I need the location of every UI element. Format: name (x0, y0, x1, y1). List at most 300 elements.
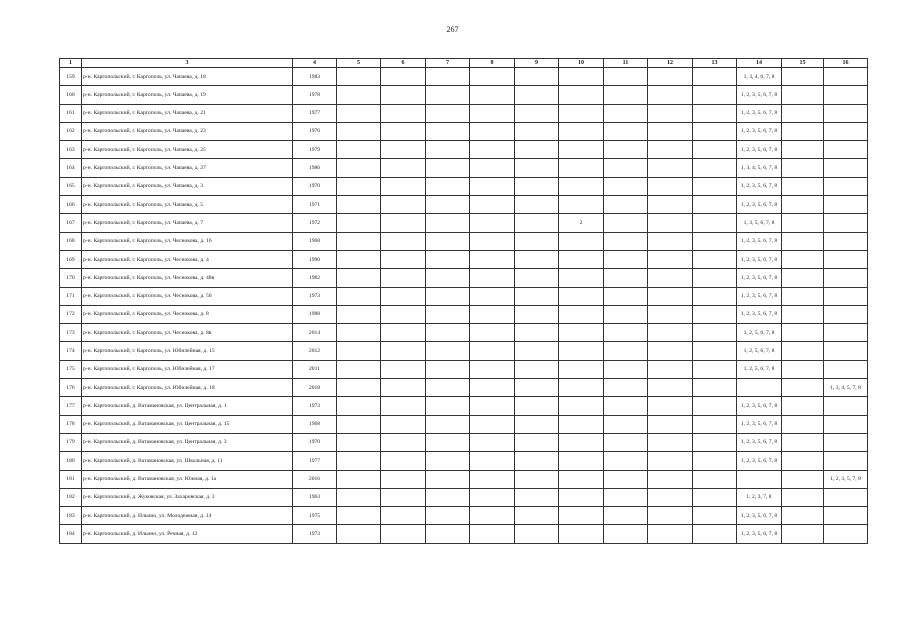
year-cell: 1986 (293, 159, 337, 177)
empty-cell (337, 250, 381, 268)
empty-cell (337, 196, 381, 214)
empty-cell (337, 397, 381, 415)
col16-cell (824, 269, 868, 287)
year-cell: 1979 (293, 141, 337, 159)
header-row (60, 59, 868, 68)
table-row (60, 305, 868, 323)
empty-cell (470, 470, 515, 488)
empty-cell (470, 397, 515, 415)
row-number-cell: 183 (60, 507, 82, 525)
empty-cell (470, 452, 515, 470)
empty-cell (604, 177, 648, 195)
empty-cell (782, 196, 824, 214)
empty-cell (470, 488, 515, 506)
address-cell: р-н. Каргопольский, г. Каргополь, ул. Чапаева, д. 25 (82, 141, 293, 159)
empty-cell (693, 525, 737, 543)
empty-cell (782, 324, 824, 342)
row-number-cell: 174 (60, 342, 82, 360)
row-number-cell: 172 (60, 305, 82, 323)
col14-cell: 1, 2, 3, 5, 6, 7, 8 (737, 141, 782, 159)
empty-cell (381, 122, 426, 140)
empty-cell (693, 379, 737, 397)
year-cell: 1970 (293, 433, 337, 451)
empty-cell (693, 86, 737, 104)
empty-cell (648, 177, 693, 195)
empty-cell (782, 214, 824, 232)
col10-cell (559, 342, 604, 360)
col16-cell (824, 452, 868, 470)
empty-cell (648, 214, 693, 232)
empty-cell (604, 269, 648, 287)
col10-cell (559, 269, 604, 287)
empty-cell (693, 287, 737, 305)
empty-cell (381, 379, 426, 397)
empty-cell (337, 379, 381, 397)
col10-cell (559, 250, 604, 268)
empty-cell (337, 214, 381, 232)
empty-cell (693, 269, 737, 287)
empty-cell (648, 507, 693, 525)
address-cell: р-н. Каргопольский, г. Каргополь, ул. Чеснокова, д. 8в (82, 324, 293, 342)
table-row (60, 507, 868, 525)
empty-cell (337, 488, 381, 506)
empty-cell (693, 104, 737, 122)
empty-cell (470, 379, 515, 397)
empty-cell (648, 250, 693, 268)
empty-cell (782, 86, 824, 104)
empty-cell (693, 452, 737, 470)
empty-cell (381, 360, 426, 378)
row-number-cell: 182 (60, 488, 82, 506)
empty-cell (782, 232, 824, 250)
year-cell: 2018 (293, 379, 337, 397)
empty-cell (337, 287, 381, 305)
empty-cell (381, 159, 426, 177)
empty-cell (470, 141, 515, 159)
empty-cell (470, 269, 515, 287)
row-number-cell: 169 (60, 250, 82, 268)
row-number-cell: 176 (60, 379, 82, 397)
col14-cell: 1, 2, 3, 5, 6, 7, 8 (737, 452, 782, 470)
col16-cell (824, 104, 868, 122)
column-header: 8 (470, 59, 515, 68)
empty-cell (470, 525, 515, 543)
empty-cell (604, 104, 648, 122)
col10-cell: 2 (559, 214, 604, 232)
empty-cell (426, 177, 470, 195)
column-header: 12 (648, 59, 693, 68)
table-row (60, 104, 868, 122)
empty-cell (515, 86, 559, 104)
address-cell: р-н. Каргопольский, д. Ватамановская, ул. Центральная, д. 3 (82, 433, 293, 451)
empty-cell (604, 159, 648, 177)
empty-cell (337, 433, 381, 451)
col16-cell (824, 250, 868, 268)
empty-cell (426, 269, 470, 287)
year-cell: 1972 (293, 214, 337, 232)
col10-cell (559, 287, 604, 305)
col10-cell (559, 397, 604, 415)
table-row (60, 452, 868, 470)
empty-cell (782, 379, 824, 397)
empty-cell (381, 525, 426, 543)
table-row (60, 269, 868, 287)
empty-cell (381, 488, 426, 506)
empty-cell (693, 433, 737, 451)
address-cell: р-н. Каргопольский, д. Ватамановская, ул. Южная, д. 1а (82, 470, 293, 488)
empty-cell (470, 342, 515, 360)
empty-cell (604, 250, 648, 268)
empty-cell (381, 104, 426, 122)
empty-cell (648, 433, 693, 451)
empty-cell (515, 397, 559, 415)
empty-cell (782, 433, 824, 451)
table-row (60, 360, 868, 378)
empty-cell (693, 360, 737, 378)
empty-cell (604, 287, 648, 305)
empty-cell (515, 250, 559, 268)
empty-cell (648, 342, 693, 360)
empty-cell (470, 214, 515, 232)
col14-cell: 1, 3, 4, 6, 7, 8 (737, 68, 782, 86)
empty-cell (426, 159, 470, 177)
empty-cell (782, 507, 824, 525)
column-header: 1 (60, 59, 82, 68)
empty-cell (693, 122, 737, 140)
empty-cell (515, 287, 559, 305)
empty-cell (515, 470, 559, 488)
row-number-cell: 184 (60, 525, 82, 543)
empty-cell (381, 86, 426, 104)
empty-cell (604, 379, 648, 397)
empty-cell (337, 452, 381, 470)
row-number-cell: 160 (60, 86, 82, 104)
empty-cell (337, 415, 381, 433)
col16-cell (824, 159, 868, 177)
col14-cell: 1, 2, 3, 5, 6, 7, 8 (737, 86, 782, 104)
row-number-cell: 166 (60, 196, 82, 214)
table-row (60, 525, 868, 543)
empty-cell (693, 232, 737, 250)
col10-cell (559, 452, 604, 470)
empty-cell (381, 196, 426, 214)
row-number-cell: 164 (60, 159, 82, 177)
empty-cell (693, 196, 737, 214)
empty-cell (381, 342, 426, 360)
col16-cell (824, 525, 868, 543)
empty-cell (515, 104, 559, 122)
year-cell: 1973 (293, 287, 337, 305)
empty-cell (426, 488, 470, 506)
empty-cell (693, 507, 737, 525)
address-cell: р-н. Каргопольский, д. Ватамановская, ул. Школьная, д. 11 (82, 452, 293, 470)
table-row (60, 86, 868, 104)
year-cell: 2012 (293, 342, 337, 360)
empty-cell (381, 214, 426, 232)
empty-cell (604, 214, 648, 232)
empty-cell (470, 507, 515, 525)
empty-cell (604, 452, 648, 470)
row-number-cell: 178 (60, 415, 82, 433)
column-header: 16 (824, 59, 868, 68)
empty-cell (693, 305, 737, 323)
row-number-cell: 162 (60, 122, 82, 140)
empty-cell (693, 214, 737, 232)
year-cell: 1988 (293, 305, 337, 323)
empty-cell (648, 397, 693, 415)
empty-cell (648, 324, 693, 342)
col10-cell (559, 104, 604, 122)
column-header: 4 (293, 59, 337, 68)
col10-cell (559, 525, 604, 543)
year-cell: 1975 (293, 507, 337, 525)
empty-cell (515, 507, 559, 525)
empty-cell (782, 305, 824, 323)
table-row (60, 214, 868, 232)
address-cell: р-н. Каргопольский, г. Каргополь, ул. Юбилейная, д. 18 (82, 379, 293, 397)
year-cell: 1977 (293, 104, 337, 122)
empty-cell (693, 342, 737, 360)
address-cell: р-н. Каргопольский, г. Каргополь, ул. Чеснокова, д. 8 (82, 305, 293, 323)
table-row (60, 250, 868, 268)
empty-cell (693, 177, 737, 195)
col10-cell (559, 415, 604, 433)
col16-cell (824, 488, 868, 506)
col16-cell (824, 86, 868, 104)
empty-cell (604, 196, 648, 214)
empty-cell (426, 86, 470, 104)
empty-cell (604, 397, 648, 415)
empty-cell (782, 159, 824, 177)
empty-cell (515, 177, 559, 195)
empty-cell (604, 360, 648, 378)
empty-cell (604, 141, 648, 159)
empty-cell (426, 68, 470, 86)
col10-cell (559, 379, 604, 397)
col14-cell: 1, 2, 3, 5, 6, 7, 8 (737, 433, 782, 451)
empty-cell (782, 287, 824, 305)
column-header: 13 (693, 59, 737, 68)
empty-cell (604, 507, 648, 525)
address-cell: р-н. Каргопольский, г. Каргополь, ул. Чапаева, д. 21 (82, 104, 293, 122)
empty-cell (693, 250, 737, 268)
empty-cell (426, 452, 470, 470)
col14-cell: 1, 2, 5, 6, 7, 8 (737, 342, 782, 360)
empty-cell (648, 196, 693, 214)
empty-cell (693, 397, 737, 415)
empty-cell (337, 360, 381, 378)
empty-cell (693, 324, 737, 342)
col14-cell: 1, 2, 3, 5, 6, 7, 8 (737, 177, 782, 195)
empty-cell (381, 433, 426, 451)
col16-cell (824, 232, 868, 250)
empty-cell (515, 415, 559, 433)
row-number-cell: 181 (60, 470, 82, 488)
col16-cell (824, 415, 868, 433)
year-cell: 2014 (293, 324, 337, 342)
empty-cell (782, 415, 824, 433)
empty-cell (470, 196, 515, 214)
empty-cell (337, 342, 381, 360)
empty-cell (515, 324, 559, 342)
empty-cell (782, 104, 824, 122)
col14-cell: 1, 2, 3, 5, 6, 7, 8 (737, 397, 782, 415)
col16-cell (824, 141, 868, 159)
empty-cell (515, 159, 559, 177)
empty-cell (648, 415, 693, 433)
empty-cell (470, 86, 515, 104)
col14-cell: 1, 2, 3, 5, 6, 7, 8 (737, 269, 782, 287)
col10-cell (559, 141, 604, 159)
empty-cell (470, 232, 515, 250)
empty-cell (337, 104, 381, 122)
col14-cell (737, 379, 782, 397)
empty-cell (782, 177, 824, 195)
col10-cell (559, 488, 604, 506)
row-number-cell: 167 (60, 214, 82, 232)
empty-cell (515, 122, 559, 140)
table-body (60, 68, 868, 544)
col14-cell: 1, 2, 5, 6, 7, 8 (737, 324, 782, 342)
empty-cell (381, 470, 426, 488)
empty-cell (381, 232, 426, 250)
year-cell: 1973 (293, 525, 337, 543)
column-header: 7 (426, 59, 470, 68)
row-number-cell: 175 (60, 360, 82, 378)
empty-cell (426, 470, 470, 488)
empty-cell (604, 68, 648, 86)
empty-cell (515, 525, 559, 543)
empty-cell (337, 305, 381, 323)
empty-cell (426, 507, 470, 525)
col10-cell (559, 507, 604, 525)
empty-cell (426, 232, 470, 250)
empty-cell (648, 525, 693, 543)
col14-cell: 1, 2, 3, 7, 8 (737, 488, 782, 506)
empty-cell (782, 488, 824, 506)
table-row (60, 324, 868, 342)
empty-cell (337, 86, 381, 104)
col10-cell (559, 68, 604, 86)
address-cell: р-н. Каргопольский, г. Каргополь, ул. Чапаева, д. 18 (82, 68, 293, 86)
table-row (60, 232, 868, 250)
col10-cell (559, 324, 604, 342)
col16-cell: 1, 3, 4, 5, 7, 8 (824, 379, 868, 397)
empty-cell (782, 68, 824, 86)
empty-cell (470, 177, 515, 195)
empty-cell (782, 141, 824, 159)
address-cell: р-н. Каргопольский, д. Ватамановская, ул. Центральная, д. 1 (82, 397, 293, 415)
col16-cell (824, 196, 868, 214)
table-row (60, 470, 868, 488)
empty-cell (337, 232, 381, 250)
empty-cell (782, 452, 824, 470)
column-header: 6 (381, 59, 426, 68)
empty-cell (693, 141, 737, 159)
col10-cell (559, 360, 604, 378)
empty-cell (426, 525, 470, 543)
empty-cell (515, 360, 559, 378)
empty-cell (426, 433, 470, 451)
address-cell: р-н. Каргопольский, г. Каргополь, ул. Чапаева, д. 5 (82, 196, 293, 214)
page-number: 267 (446, 25, 459, 34)
empty-cell (426, 379, 470, 397)
empty-cell (426, 141, 470, 159)
row-number-cell: 173 (60, 324, 82, 342)
address-cell: р-н. Каргопольский, д. Ильино, ул. Молодежная, д. 14 (82, 507, 293, 525)
col10-cell (559, 433, 604, 451)
empty-cell (648, 68, 693, 86)
address-cell: р-н. Каргопольский, д. Жуковская, ул. Захаровская, д. 3 (82, 488, 293, 506)
empty-cell (381, 415, 426, 433)
empty-cell (515, 214, 559, 232)
address-cell: р-н. Каргопольский, г. Каргополь, ул. Чапаева, д. 27 (82, 159, 293, 177)
col10-cell (559, 177, 604, 195)
empty-cell (604, 324, 648, 342)
col16-cell (824, 68, 868, 86)
year-cell: 1963 (293, 488, 337, 506)
empty-cell (604, 342, 648, 360)
empty-cell (470, 415, 515, 433)
year-cell: 1978 (293, 86, 337, 104)
address-cell: р-н. Каргопольский, д. Ильино, ул. Речная, д. 12 (82, 525, 293, 543)
table-row (60, 159, 868, 177)
empty-cell (337, 525, 381, 543)
empty-cell (426, 324, 470, 342)
col14-cell (737, 470, 782, 488)
column-header: 15 (782, 59, 824, 68)
address-cell: р-н. Каргопольский, г. Каргополь, ул. Чапаева, д. 3 (82, 177, 293, 195)
empty-cell (693, 68, 737, 86)
address-cell: р-н. Каргопольский, г. Каргополь, ул. Юбилейная, д. 15 (82, 342, 293, 360)
table-row (60, 397, 868, 415)
col10-cell (559, 196, 604, 214)
col16-cell (824, 342, 868, 360)
empty-cell (693, 159, 737, 177)
col14-cell: 1, 2, 3, 5, 6, 7, 8 (737, 232, 782, 250)
empty-cell (515, 232, 559, 250)
empty-cell (648, 122, 693, 140)
empty-cell (426, 305, 470, 323)
col14-cell: 1, 2, 3, 5, 6, 7, 8 (737, 507, 782, 525)
empty-cell (604, 433, 648, 451)
table-row (60, 196, 868, 214)
empty-cell (515, 196, 559, 214)
column-header: 10 (559, 59, 604, 68)
row-number-cell: 168 (60, 232, 82, 250)
empty-cell (426, 415, 470, 433)
empty-cell (648, 141, 693, 159)
empty-cell (381, 177, 426, 195)
empty-cell (648, 379, 693, 397)
empty-cell (426, 214, 470, 232)
empty-cell (648, 269, 693, 287)
empty-cell (470, 250, 515, 268)
empty-cell (515, 141, 559, 159)
empty-cell (426, 287, 470, 305)
col16-cell (824, 214, 868, 232)
table-row (60, 122, 868, 140)
empty-cell (337, 507, 381, 525)
empty-cell (648, 104, 693, 122)
empty-cell (693, 470, 737, 488)
empty-cell (604, 525, 648, 543)
empty-cell (426, 122, 470, 140)
year-cell: 1977 (293, 452, 337, 470)
table-row (60, 68, 868, 86)
table-row (60, 287, 868, 305)
empty-cell (782, 525, 824, 543)
